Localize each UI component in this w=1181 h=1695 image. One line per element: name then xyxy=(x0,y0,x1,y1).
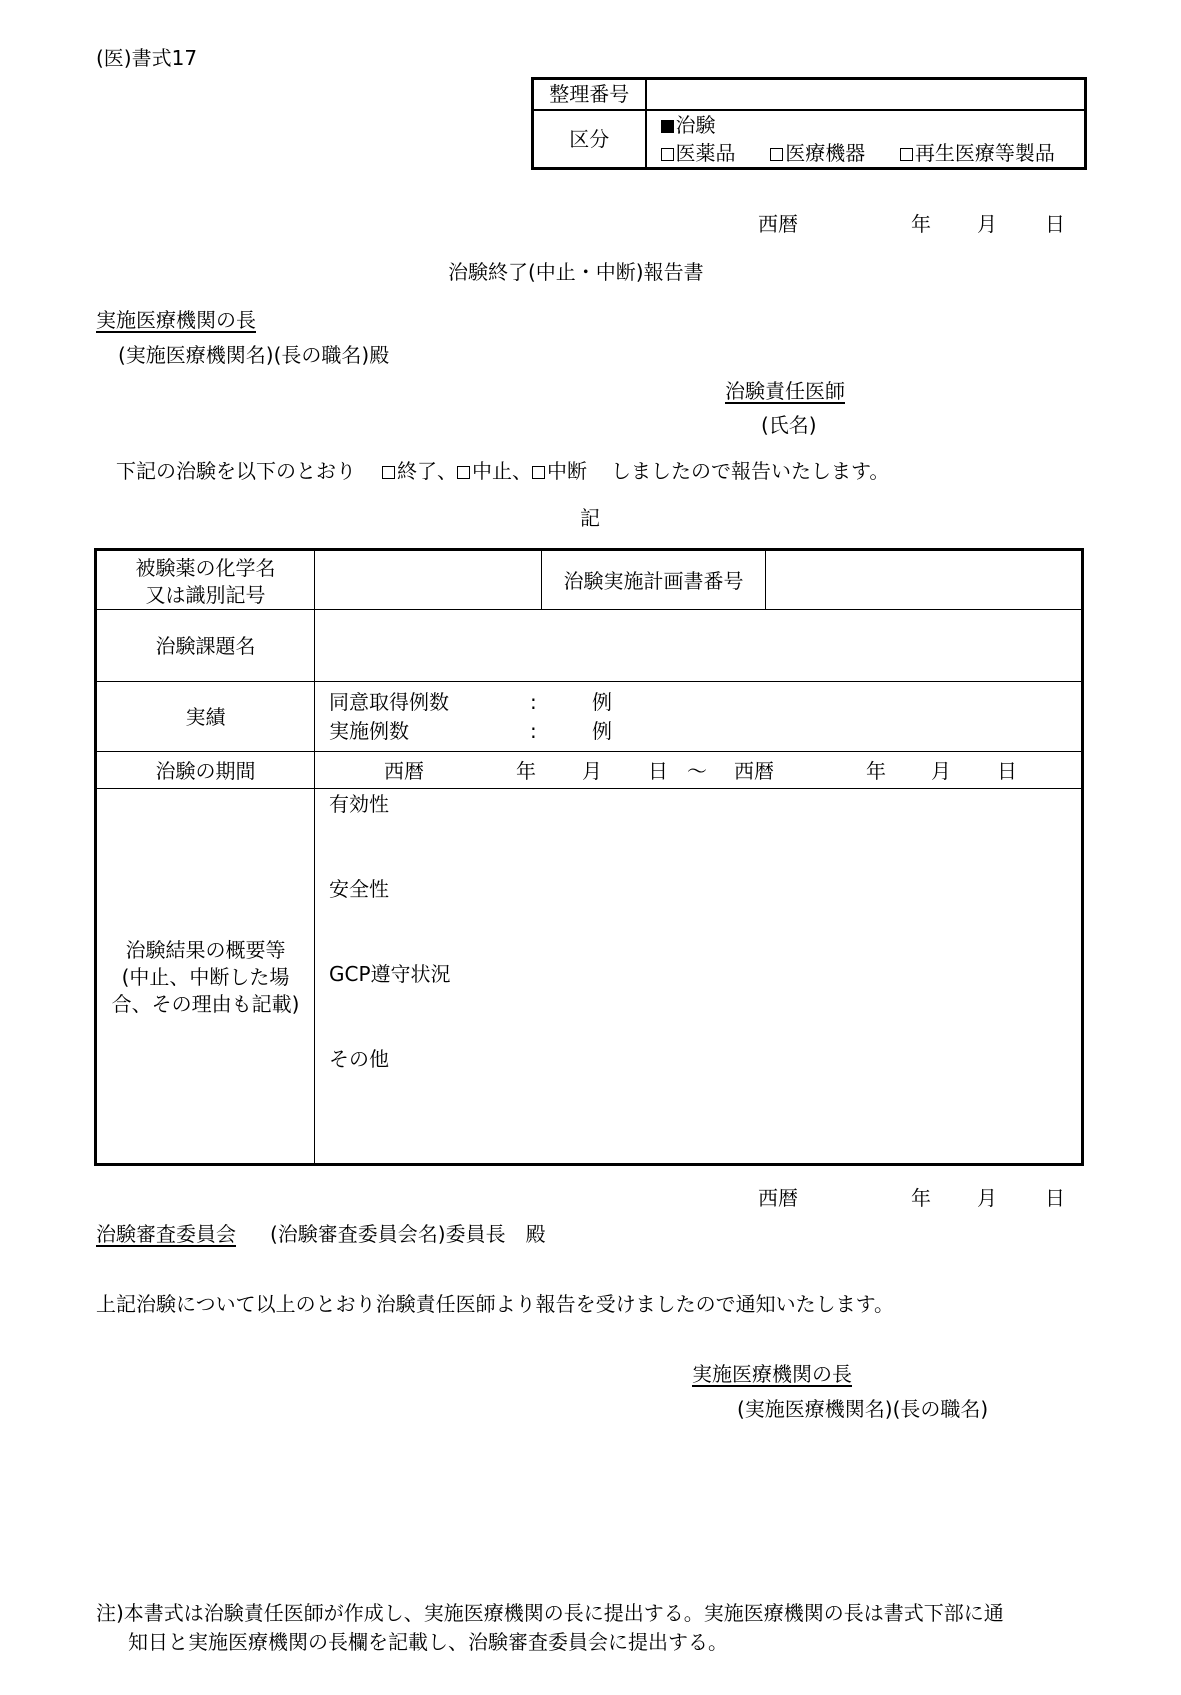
report-opt-end: 終了、 xyxy=(397,459,457,483)
summary-label-3: 合、その理由も記載) xyxy=(111,992,300,1016)
consent-label: 同意取得例数 xyxy=(329,690,449,714)
note-line-2: 知日と実施医療機関の長欄を記載し、治験審査委員会に提出する。 xyxy=(128,1630,728,1654)
period-day1: 日 xyxy=(648,759,668,783)
notify-sentence: 上記治験について以上のとおり治験責任医師より報告を受けましたので通知いたします。 xyxy=(96,1292,894,1316)
performed-label: 実施例数 xyxy=(329,719,409,743)
checkbox-icon[interactable] xyxy=(900,148,913,161)
performed-cases: 例 xyxy=(592,719,612,743)
kubun-option-device: 医療機器 xyxy=(785,140,866,165)
checkbox-icon[interactable] xyxy=(382,466,395,479)
subject-value[interactable] xyxy=(315,610,1081,681)
addressee-name: (実施医療機関名)(長の職名)殿 xyxy=(118,343,390,367)
drug-label-1: 被験薬の化学名 xyxy=(135,556,276,580)
performed-colon: : xyxy=(530,719,537,743)
period-era1: 西暦 xyxy=(384,759,424,783)
investigator-label: 治験責任医師 xyxy=(725,379,845,403)
checkbox-icon[interactable] xyxy=(457,466,470,479)
note-line-1: 注)本書式は治験責任医師が作成し、実施医療機関の長に提出する。実施医療機関の長は書式下部に通 xyxy=(96,1601,1004,1625)
date-top-month: 月 xyxy=(977,212,997,236)
date-bottom-day: 日 xyxy=(1045,1186,1065,1210)
results-label: 実績 xyxy=(185,705,226,729)
date-top-year: 年 xyxy=(911,212,931,236)
report-sentence xyxy=(116,461,889,481)
main-table xyxy=(94,548,1084,1166)
period-year2: 年 xyxy=(866,759,886,783)
period-tilde: ～ xyxy=(687,759,707,783)
consent-colon: : xyxy=(530,690,537,714)
checked-checkbox-icon[interactable] xyxy=(661,120,674,133)
gcp-label: GCP遵守状況 xyxy=(329,962,451,986)
report-prefix: 下記の治験を以下のとおり xyxy=(116,459,356,483)
subject-label: 治験課題名 xyxy=(155,634,256,658)
kubun-options xyxy=(646,110,1086,169)
addressee-head: 実施医療機関の長 xyxy=(96,308,256,332)
signer-label: 実施医療機関の長 xyxy=(692,1362,852,1386)
header-box xyxy=(531,77,1087,170)
protocol-value[interactable] xyxy=(766,551,1081,609)
seiri-value[interactable] xyxy=(646,79,1086,110)
checkbox-icon[interactable] xyxy=(532,466,545,479)
period-month1: 月 xyxy=(582,759,602,783)
period-month2: 月 xyxy=(931,759,951,783)
safety-label: 安全性 xyxy=(329,877,389,901)
report-opt-stop: 中止、 xyxy=(472,459,532,483)
investigator-name: (氏名) xyxy=(761,413,817,437)
checkbox-icon[interactable] xyxy=(661,148,674,161)
drug-label-2: 又は識別記号 xyxy=(145,583,266,607)
period-label: 治験の期間 xyxy=(155,759,256,783)
kubun-selected: 治験 xyxy=(675,112,716,137)
form-id: (医)書式17 xyxy=(96,46,198,70)
irb-name: (治験審査委員会名)委員長 殿 xyxy=(270,1222,546,1246)
kubun-label: 区分 xyxy=(533,110,646,169)
date-bottom-month: 月 xyxy=(977,1186,997,1210)
date-top-era: 西暦 xyxy=(758,212,798,236)
date-bottom-era: 西暦 xyxy=(758,1186,798,1210)
date-bottom-year: 年 xyxy=(911,1186,931,1210)
page-title: 治験終了(中止・中断)報告書 xyxy=(448,260,704,284)
summary-label-2: (中止、中断した場 xyxy=(121,965,290,989)
efficacy-label: 有効性 xyxy=(329,792,389,816)
signer-name: (実施医療機関名)(長の職名) xyxy=(737,1397,989,1421)
seiri-label: 整理番号 xyxy=(533,79,646,110)
irb-label: 治験審査委員会 xyxy=(96,1222,236,1246)
summary-label-1: 治験結果の概要等 xyxy=(125,938,286,962)
other-label: その他 xyxy=(329,1047,389,1071)
checkbox-icon[interactable] xyxy=(770,148,783,161)
kubun-option-drug: 医薬品 xyxy=(675,140,736,165)
drug-value[interactable] xyxy=(315,551,541,609)
report-suffix: しましたので報告いたします。 xyxy=(611,459,890,483)
protocol-label: 治験実施計画書番号 xyxy=(563,569,744,593)
ki-label: 記 xyxy=(580,506,600,530)
report-opt-suspend: 中断 xyxy=(547,459,587,483)
date-top-day: 日 xyxy=(1045,212,1065,236)
period-day2: 日 xyxy=(997,759,1017,783)
period-year1: 年 xyxy=(516,759,536,783)
kubun-option-regen: 再生医療等製品 xyxy=(914,140,1055,165)
period-era2: 西暦 xyxy=(734,759,774,783)
consent-cases: 例 xyxy=(592,690,612,714)
